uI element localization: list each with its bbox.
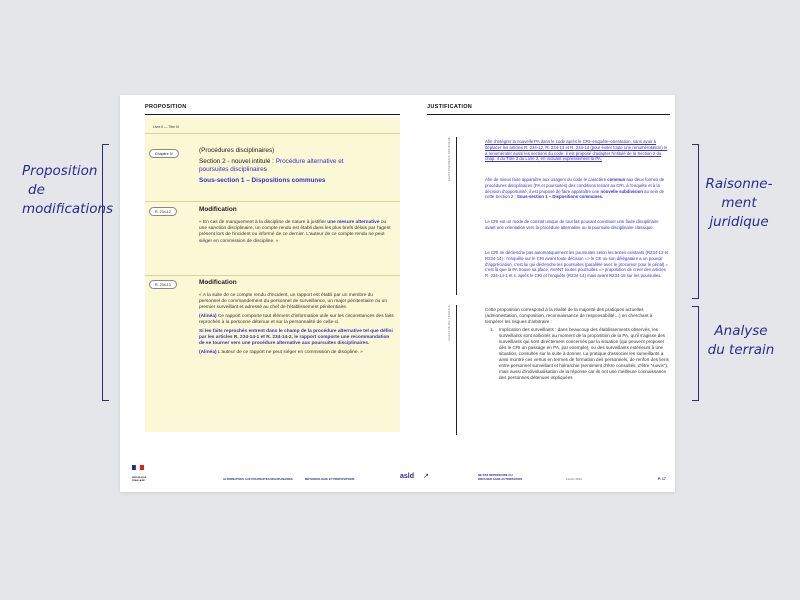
- vlabel-raisonnement: RAISONNEMENT JURIDIQUE: [448, 137, 451, 182]
- section-suffix: s: [263, 166, 267, 174]
- proposition-rule: [145, 114, 400, 115]
- tag-r234-12: R. 234-12: [149, 207, 177, 216]
- justif-p1: [485, 139, 670, 162]
- tag-r234-13: R. 234-13: [149, 280, 177, 289]
- justif-bold: commun: [607, 177, 626, 182]
- vlabel-terrain: ANALYSE DU TERRAIN: [448, 305, 451, 341]
- article-text: L'auteur de ce rapport ne peut siéger en commission de discipline. »: [216, 350, 363, 356]
- justif-text: aux deux formes de procédures disciplinaires (PA et poursuites) des conditions tenant au CRI, à l'enquête et à la décision d'opportunité, il est proposé de faire apparaître une: [485, 177, 665, 194]
- chapter-line1: (Procédures disciplinaires): [199, 147, 275, 154]
- breadcrumb: Livre II — Titre III: [153, 125, 179, 129]
- article-highlight: une mesure alternative: [327, 220, 380, 225]
- page-number: P. 17: [658, 477, 666, 481]
- footer-text: NE PAS REPRODUIRE OU: [478, 473, 513, 477]
- vbar-raisonnement: [456, 137, 457, 295]
- article-r234-12: [199, 206, 394, 247]
- article-text: ou une sanction disciplinaire, un compte rendu est établi dans les plus brefs délais par l'agent présent lors de l'incident ou informé de ce dernier. L'auteur de ce compte rendu ne peut siéger en commission de discipline. »: [199, 220, 391, 244]
- republique-logo: [130, 465, 148, 485]
- bracket-left: [102, 144, 109, 401]
- justif-text: Afin d'intégrer la nouvelle PA dans le code après le CRI–enquête–orientation, sans avoir à déplacer les articles R. 234-12, R. 234-13 et R. 234-14 (pour éviter toute une renumérotation) ni à renuméroter aussi les sections du code, il est proposé d'adapter l'intitulé de la Section 2 du chap. 4 du Titre 3 du Livre 2, en incluant expressément la PA.: [485, 139, 668, 162]
- justif-p3: Le CRI est un mode de constat unique de tout fait pouvant constituer une faute disciplinaire avant une orientation vers la procédure alternative ou la poursuite disciplinaire classique.: [485, 219, 659, 230]
- footer-date: Février 2024: [566, 477, 582, 481]
- justif-text: Afin de mieux faire apparaître aux usagers du code le caractère: [485, 177, 608, 182]
- label-analyse-terrain: Analyse du terrain: [707, 323, 775, 358]
- justification-heading: JUSTIFICATION: [427, 104, 473, 110]
- vbar-terrain: [456, 305, 457, 435]
- section-highlight1: Procédure alternative et: [275, 157, 344, 165]
- justif-bold: nouvelle subdivision: [600, 188, 643, 194]
- brand-logo: asld: [400, 473, 415, 480]
- divider: [145, 133, 400, 134]
- justif-bold: Sous-section 1 – Dispositions communes.: [517, 194, 604, 200]
- section-highlight2: poursuites disciplinaire: [199, 166, 264, 174]
- proposition-heading: PROPOSITION: [145, 104, 187, 110]
- label-raisonnement-juridique: Raisonne- ment juridique: [705, 176, 773, 230]
- article-text: « En cas de manquement à la discipline de nature à justifier: [199, 220, 328, 225]
- terrain-block: [485, 307, 670, 381]
- bracket-right-top: [692, 144, 699, 299]
- alinea-marker: (Alinéa): [199, 314, 217, 320]
- justification-rule: [427, 114, 670, 115]
- divider: [145, 275, 400, 276]
- arrow-icon: ↗: [423, 472, 429, 480]
- divider: [145, 201, 400, 202]
- bracket-right-bottom: [692, 306, 699, 401]
- article-text: Ce rapport comporte tout élément d'information utile sur les circonstances des faits reprochés à la personne détenue et sur la personnalité de celle-ci.: [199, 314, 394, 326]
- subsection-title: Sous-section 1 – Dispositions communes: [199, 176, 326, 184]
- article-highlight: Si les faits reprochés entrent dans le champ de la procédure alternative tel que défini par les articles R. 234-14-1 et R. 234-14-2, le rapport comporte une recommandation de se tourner vers une procédure alternative aux poursuites disciplinaires.: [199, 329, 393, 347]
- label-proposition-modifications: Proposition de modifications: [22, 163, 114, 217]
- footer-item2: MÉTHODOLOGIE ET PROPOSITIONS: [305, 477, 355, 481]
- alinea-marker: (Alinéa): [199, 350, 217, 356]
- modification-title: Modification: [199, 206, 237, 213]
- section-prefix: Section 2 - nouvel intitulé :: [199, 157, 276, 165]
- tag-chapitre: Chapitre IV: [149, 149, 179, 158]
- chapter-block: [199, 147, 394, 185]
- modification-title: Modification: [199, 279, 237, 286]
- justif-p4: Le CRI ne déclenche pas automatiquement les poursuites selon les textes existants (R234-13 et R234-14) : l'enquête sur le CRI avant toute décision => le CE ou son délégataire a un pouvoir d'appréciation, c'est lui qui déclenche les poursuites (parallèle avec le procureur pour le pénal) = c'est là que la PA trouve sa place, AVANT toutes poursuites => proposition de créer des articles R. 234-14-1 et s. après le CRI et l'enquête (R234-14) mais avant R234-15 sur les poursuites.: [485, 250, 669, 279]
- proposition-panel: [145, 117, 400, 432]
- footer-text: DIFFUSER SANS AUTORISATION: [478, 476, 523, 481]
- document-page: [120, 95, 675, 492]
- justif-text: au sein de cette Section 2 :: [485, 188, 665, 200]
- logo-text: RÉPUBLIQUE FRANÇAISE: [132, 477, 147, 482]
- terrain-item: 1. Implication des surveillants : dans beaucoup des établissements observés, les surveillants sont sollicités au moment de la proposition de la PA, qu'il s'agisse des surveillants qui sont directement concernés par la situation (qui peuvent proposer dès le CRI un passage en PA, par exemple), ou des surveillants extérieurs à une situation, consultés sur la suite à donner. La pratique d'associer les surveillants a ainsi montré ces vertus en termes de formation des personnels, de renfort des liens entre personnel surveillant et hiérarchie (sentiment d'être consultés, d'être "suivis"), mais aussi d'individualisation de la réponse car ils ont une meilleure connaissance des personnes détenues impliquées: [493, 327, 670, 381]
- article-text: « A la suite de ce compte rendu d'incident, un rapport est établi par un membre du personnel de commandement du personnel de surveillance, un major pénitentiaire ou un premier surveillant et adressé au chef de l'établissement pénitentiaire.: [199, 293, 387, 311]
- footer-item3: [478, 474, 522, 481]
- article-r234-13: [199, 279, 394, 359]
- footer-item1: ALTERNATIVES AUX POURSUITES DISCIPLINAIRES: [223, 477, 293, 481]
- terrain-intro: Cette proposition correspond à la réalité de la majorité des pratiques actuelles (admonestation, composition, reconnaissance de responsabilité…) en cherchant à tempérer les risques d'arbitraire :: [485, 307, 653, 324]
- justif-p2: [485, 177, 670, 200]
